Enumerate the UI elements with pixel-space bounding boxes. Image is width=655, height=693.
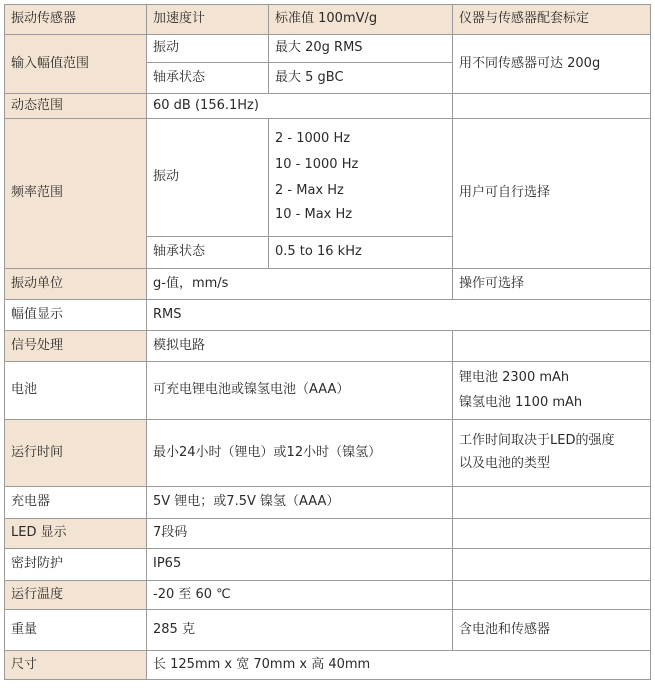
table-row <box>5 610 651 651</box>
value-cell: 模拟电路 <box>147 331 453 362</box>
note-cell <box>453 581 651 610</box>
table-row <box>5 362 651 420</box>
row-label-dynamic-range: 动态范围 <box>5 94 147 119</box>
row-label-freq-range: 频率范围 <box>5 119 147 269</box>
value-cell: 285 克 <box>147 610 453 651</box>
header-cell: 加速度计 <box>147 5 269 35</box>
value-cell: -20 至 60 ℃ <box>147 581 453 610</box>
row-label-runtime: 运行时间 <box>5 420 147 487</box>
value-cell: 长 125mm x 宽 70mm x 高 40mm <box>147 651 651 680</box>
freq-value: 2 - 1000 Hz <box>275 131 351 147</box>
header-cell: 振动传感器 <box>5 5 147 35</box>
note-cell <box>453 94 651 119</box>
freq-value: 2 - Max Hz <box>275 183 344 198</box>
header-cell: 仪器与传感器配套标定 <box>453 5 651 35</box>
freq-value: 10 - Max Hz <box>275 206 353 222</box>
value-cell: 60 dB (156.1Hz) <box>147 94 453 119</box>
value-cell: RMS <box>147 300 651 331</box>
freq-value: 10 - 1000 Hz <box>275 157 359 173</box>
row-label-led: LED 显示 <box>5 519 147 549</box>
table-row <box>5 420 651 487</box>
value-cell: 最大 5 gBC <box>269 63 453 94</box>
spec-table <box>4 4 651 680</box>
row-label-signal: 信号处理 <box>5 331 147 362</box>
note-line: 以及电池的类型 <box>459 456 551 471</box>
table-row <box>5 35 651 63</box>
note-cell: 用不同传感器可达 200g <box>453 35 651 94</box>
row-label-battery: 电池 <box>5 362 147 420</box>
note-cell <box>453 519 651 549</box>
note-cell: 用户可自行选择 <box>453 119 651 269</box>
row-label-input-range: 输入幅值范围 <box>5 35 147 94</box>
note-cell <box>453 487 651 519</box>
row-label-seal: 密封防护 <box>5 549 147 581</box>
note-cell <box>453 362 651 420</box>
table-row <box>5 581 651 610</box>
row-label-temp: 运行温度 <box>5 581 147 610</box>
value-cell: 5V 锂电；或7.5V 镍氢（AAA） <box>147 487 453 519</box>
header-cell: 标准值 100mV/g <box>269 5 453 35</box>
note-cell: 含电池和传感器 <box>453 610 651 651</box>
note-line: 工作时间取决于LED的强度 <box>459 433 615 449</box>
sub-label: 振动 <box>147 119 269 237</box>
table-row <box>5 331 651 362</box>
table-row <box>5 94 651 119</box>
value-cell: 可充电锂电池或镍氢电池（AAA） <box>147 362 453 420</box>
row-label-weight: 重量 <box>5 610 147 651</box>
value-cell: 7段码 <box>147 519 453 549</box>
value-cell: 0.5 to 16 kHz <box>269 237 453 269</box>
row-label-charger: 充电器 <box>5 487 147 519</box>
sub-label: 轴承状态 <box>147 237 269 269</box>
note-cell: 操作可选择 <box>453 269 651 300</box>
row-label-vib-unit: 振动单位 <box>5 269 147 300</box>
value-cell: 最小24小时（锂电）或12小时（镍氢） <box>147 420 453 487</box>
note-line: 锂电池 2300 mAh <box>459 369 570 385</box>
table-row <box>5 487 651 519</box>
table-row <box>5 651 651 680</box>
value-cell: g-值，mm/s <box>147 269 453 300</box>
row-label-amp-display: 幅值显示 <box>5 300 147 331</box>
note-cell <box>453 331 651 362</box>
table-row <box>5 300 651 331</box>
note-cell <box>453 420 651 487</box>
sub-label: 振动 <box>147 35 269 63</box>
table-row <box>5 519 651 549</box>
table-row <box>5 5 651 35</box>
table-row <box>5 119 651 237</box>
sub-label: 轴承状态 <box>147 63 269 94</box>
table-row <box>5 269 651 300</box>
value-cell: IP65 <box>147 549 453 581</box>
value-cell: 最大 20g RMS <box>269 35 453 63</box>
freq-values-cell <box>269 119 453 237</box>
table-row <box>5 549 651 581</box>
note-cell <box>453 549 651 581</box>
row-label-size: 尺寸 <box>5 651 147 680</box>
note-line: 镍氢电池 1100 mAh <box>459 394 583 410</box>
